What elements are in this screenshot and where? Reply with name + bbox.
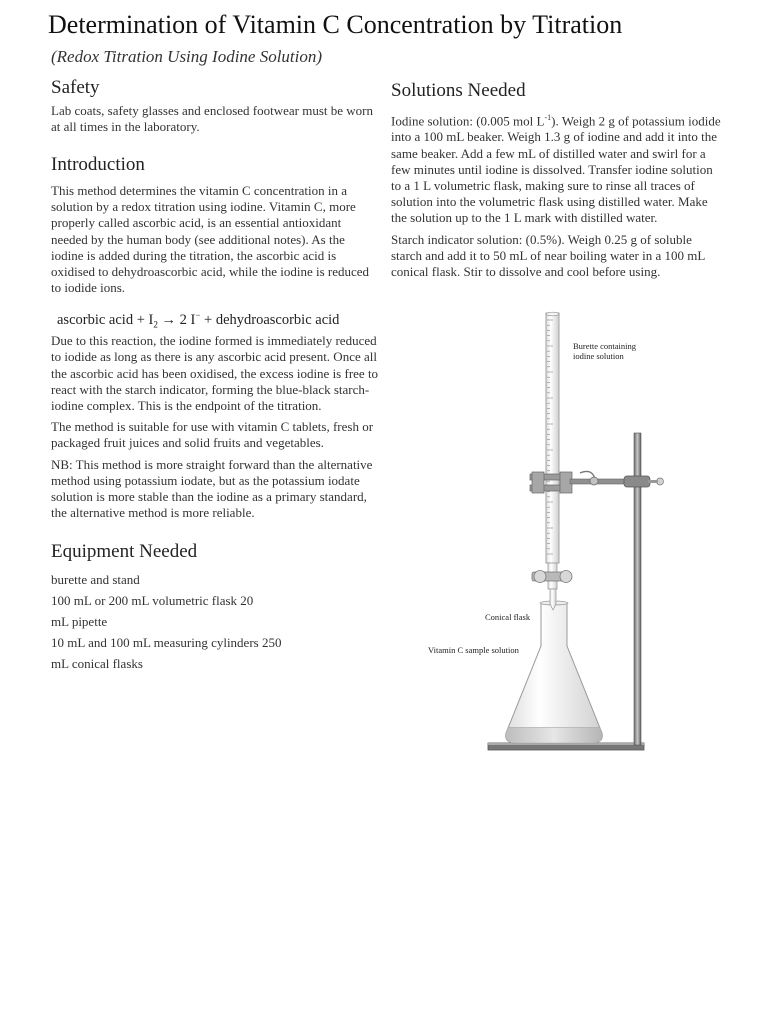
introduction-paragraph-4: NB: This method is more straight forward than the alternative method using potassium iodate, but as the potassium iodate solution is more stable than the iodine as a primary standard, the alternative method is more reliable. xyxy=(51,456,373,521)
introduction-paragraph-1: This method determines the vitamin C concentration in a solution by a redox titration using iodine. Vitamin C, more properly called ascorbic acid, is an essential antioxidant needed by the human body (see additional notes). As the iodine is added during the titration, the ascorbic acid is oxidised to dehydroascorbic acid, while the iodine is reduced to iodide ions. xyxy=(51,183,370,296)
solutions-section xyxy=(391,80,726,280)
reaction-equation xyxy=(57,310,379,330)
safety-section xyxy=(51,77,379,135)
introduction-heading: Introduction xyxy=(51,154,145,176)
iodine-text-rest: ). Weigh 2 g of potassium iodide into a 100 mL beaker. Weigh 1.3 g of iodine and add it into the same beaker. Add a few mL of distilled water and swirl for a few minutes until iodine is dissolved. Transfer iodine solution to a 1 L volumetric flask, making sure to rinse all traces of solution into the volumetric flask using distilled water. Make the solution up to the 1 L mark with distilled water. xyxy=(391,113,721,226)
equipment-section xyxy=(51,541,379,672)
safety-text: Lab coats, safety glasses and enclosed footwear must be worn at all times in the laboratory. xyxy=(51,102,374,134)
conical-flask-label: Conical flask xyxy=(485,612,531,622)
equation-iodide: 2 I xyxy=(179,312,196,329)
equation-subscript: 2 xyxy=(153,320,158,331)
starch-solution-text: Starch indicator solution: (0.5%). Weigh 0.25 g of soluble starch and add it to 50 mL of near boiling water in a 100 mL conical flask. Stir to dissolve and cool before using. xyxy=(391,231,705,279)
titration-diagram xyxy=(420,308,680,758)
burette-label-line-2: iodine solution xyxy=(573,351,624,361)
iodine-text-start: Iodine solution: (0.005 mol L xyxy=(391,113,545,129)
burette-label-line-1: Burette containing xyxy=(573,341,637,351)
burette-label xyxy=(573,341,636,361)
equation-products: + dehydroascorbic acid xyxy=(200,312,340,329)
equipment-heading: Equipment Needed xyxy=(51,541,198,563)
page-subtitle: (Redox Titration Using Iodine Solution) xyxy=(51,47,323,66)
right-column xyxy=(391,80,726,280)
page-title: Determination of Vitamin C Concentration by Titration xyxy=(48,10,623,39)
introduction-section xyxy=(51,154,379,521)
equation-superscript: − xyxy=(195,310,201,321)
burette xyxy=(532,312,572,610)
equation-reactants: ascorbic acid + I xyxy=(57,312,154,329)
solutions-heading: Solutions Needed xyxy=(391,80,526,101)
iodine-unit-superscript: -1 xyxy=(544,112,552,122)
sample-solution-label: Vitamin C sample solution xyxy=(428,645,519,655)
list-item: mL pipette xyxy=(51,614,108,630)
introduction-paragraph-3: The method is suitable for use with vitamin C tablets, fresh or packaged fruit juices and solid fruits and vegetables. xyxy=(51,419,374,451)
left-column xyxy=(51,77,379,677)
conical-flask xyxy=(506,601,603,743)
list-item: burette and stand xyxy=(51,572,140,588)
equipment-list xyxy=(51,572,379,672)
introduction-paragraph-2: Due to this reaction, the iodine formed is immediately reduced to iodide as long as there is any ascorbic acid present. Once all the ascorbic acid has been oxidised, the excess iodine is free to react with the starch indicator, forming the blue-black starch-iodine complex. This is the endpoint of the titration. xyxy=(51,333,379,413)
equation-arrow: → xyxy=(157,312,180,329)
list-item: 10 mL and 100 mL measuring cylinders 250 xyxy=(51,635,282,651)
iodine-solution-text xyxy=(391,110,726,227)
list-item: mL conical flasks xyxy=(51,656,143,672)
list-item: 100 mL or 200 mL volumetric flask 20 xyxy=(51,593,254,609)
safety-heading: Safety xyxy=(51,77,100,98)
titration-apparatus-illustration xyxy=(420,308,680,758)
flask-solution xyxy=(506,727,603,743)
